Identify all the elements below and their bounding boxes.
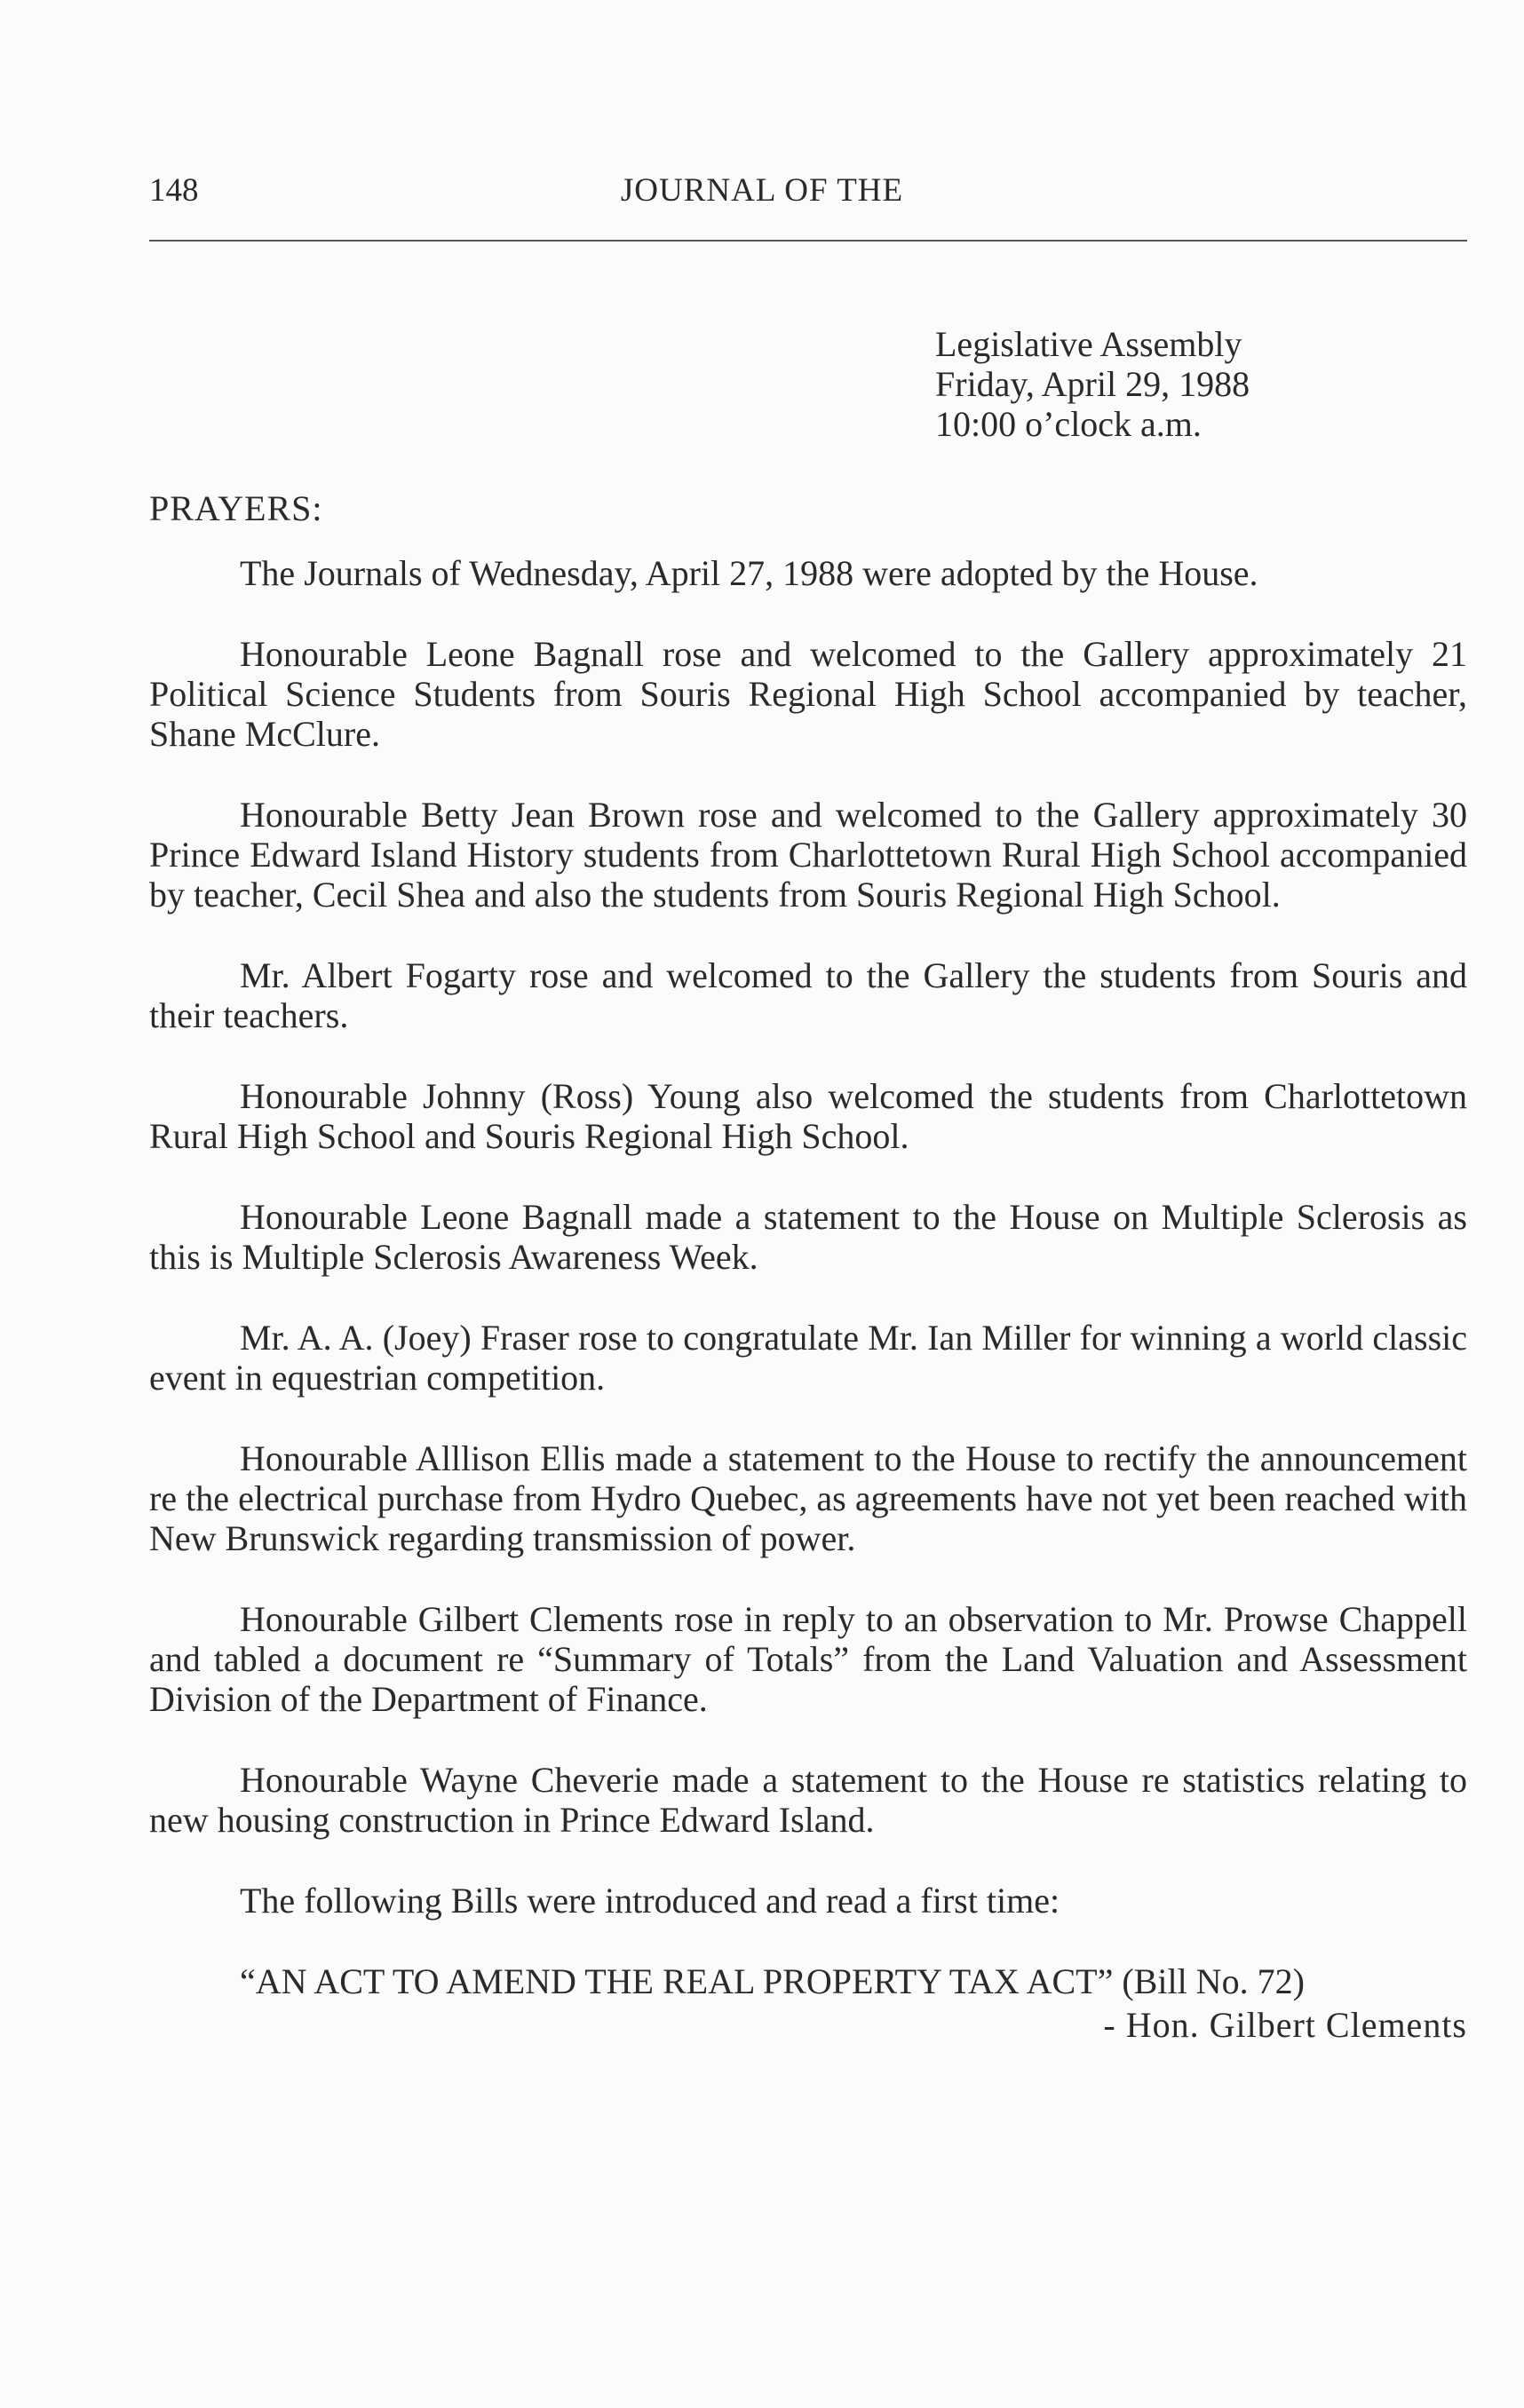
bill-title: “AN ACT TO AMEND THE REAL PROPERTY TAX ACT” (Bill No. 72) bbox=[240, 1961, 1305, 2001]
proceeding-paragraph: The following Bills were introduced and read a first time: bbox=[240, 1881, 1060, 1921]
bill-sponsor: - Hon. Gilbert Clements bbox=[1103, 2005, 1467, 2045]
proceeding-paragraph: Honourable Johnny (Ross) Young also welcomed the students from Charlottetown Rural High School and Souris Regional High School. bbox=[149, 1076, 1467, 1156]
proceeding-paragraph: Honourable Wayne Cheverie made a statement to the House re statistics relating to new housing construction in Prince Edward Island. bbox=[149, 1760, 1467, 1840]
prayers-heading: PRAYERS: bbox=[149, 488, 323, 528]
proceeding-paragraph: The Journals of Wednesday, April 27, 1988 were adopted by the House. bbox=[240, 553, 1258, 593]
sitting-body: Legislative Assembly bbox=[935, 324, 1242, 364]
proceeding-paragraph: Mr. Albert Fogarty rose and welcomed to the Gallery the students from Souris and their teachers. bbox=[149, 955, 1467, 1035]
proceedings-body bbox=[149, 553, 1467, 2045]
proceeding-paragraph: Honourable Alllison Ellis made a statement to the House to rectify the announcement re the electrical purchase from Hydro Quebec, as agreements have not yet been reached with New Brunswick regarding transmission of power. bbox=[149, 1438, 1467, 1558]
running-title: JOURNAL OF THE bbox=[620, 172, 904, 209]
page-number: 148 bbox=[149, 172, 199, 209]
proceeding-paragraph: Honourable Betty Jean Brown rose and welcomed to the Gallery approximately 30 Prince Edward Island History students from Charlottetown Rural High School accompanied by teacher, Cecil Shea and also the students from Souris Regional High School. bbox=[149, 795, 1467, 915]
header-rule bbox=[149, 240, 1467, 242]
proceeding-paragraph: Mr. A. A. (Joey) Fraser rose to congratulate Mr. Ian Miller for winning a world classic event in equestrian competition. bbox=[149, 1318, 1467, 1398]
proceeding-paragraph: Honourable Leone Bagnall made a statement to the House on Multiple Sclerosis as this is Multiple Sclerosis Awareness Week. bbox=[149, 1197, 1467, 1277]
sitting-block bbox=[935, 324, 1250, 444]
sitting-time: 10:00 o’clock a.m. bbox=[935, 404, 1202, 444]
proceeding-paragraph: Honourable Gilbert Clements rose in reply to an observation to Mr. Prowse Chappell and tabled a document re “Summary of Totals” from the Land Valuation and Assessment Division of the Department of Finance. bbox=[149, 1599, 1467, 1719]
proceeding-paragraph: Honourable Leone Bagnall rose and welcomed to the Gallery approximately 21 Political Science Students from Souris Regional High School accompanied by teacher, Shane McClure. bbox=[149, 634, 1467, 754]
sitting-date: Friday, April 29, 1988 bbox=[935, 364, 1250, 404]
